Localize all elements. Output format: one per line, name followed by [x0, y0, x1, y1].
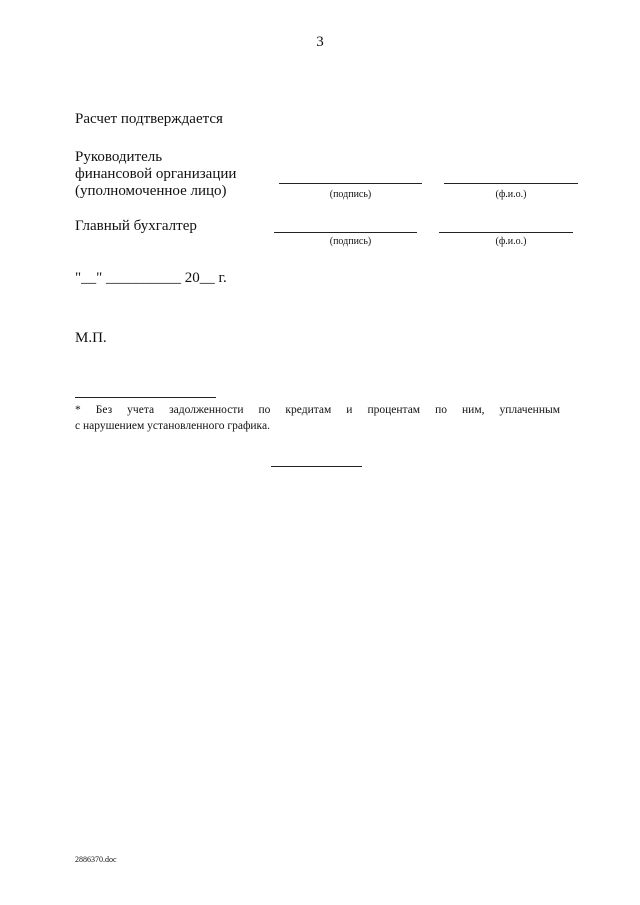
date-line: "__" __________ 20__ г. — [75, 270, 227, 286]
accountant-name-caption: (ф.и.о.) — [495, 236, 527, 247]
accountant-signature-caption: (подпись) — [329, 236, 372, 247]
head-name-line — [444, 183, 578, 184]
accountant-name-line — [439, 232, 573, 233]
accountant-signature-line — [274, 232, 417, 233]
head-signature-caption: (подпись) — [329, 189, 372, 200]
footnote-line-1: * Без учета задолженности по кредитам и процентам по ним, уплаченным — [75, 404, 560, 416]
confirmation-text: Расчет подтверждается — [75, 111, 223, 127]
accountant-title: Главный бухгалтер — [75, 218, 197, 234]
head-name-caption: (ф.и.о.) — [495, 189, 527, 200]
page-number: 3 — [316, 34, 324, 50]
footnote-line-2: с нарушением установленного графика. — [75, 420, 270, 432]
head-signature-line — [279, 183, 422, 184]
file-name: 2886370.doc — [75, 855, 117, 864]
head-title-line-3: (уполномоченное лицо) — [75, 183, 227, 199]
stamp-placeholder: М.П. — [75, 330, 107, 346]
footnote-separator — [75, 397, 216, 398]
head-title-line-1: Руководитель — [75, 149, 163, 165]
end-of-document-line — [271, 466, 362, 467]
head-title-line-2: финансовой организации — [75, 166, 237, 182]
